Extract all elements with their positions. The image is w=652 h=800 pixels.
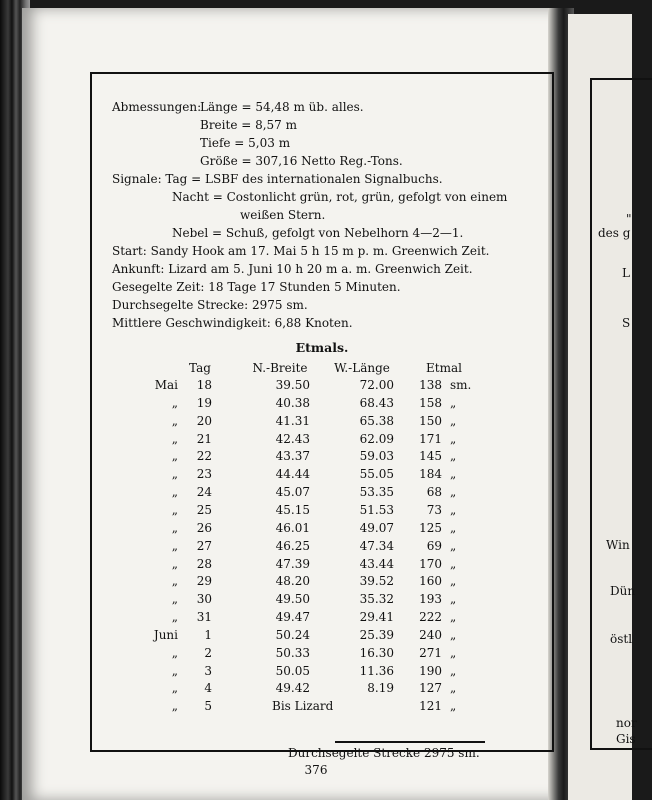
cell-tag: 23 (196, 467, 212, 481)
spec-geschwindigkeit: Mittlere Geschwindigkeit: 6,88 Knoten. (112, 316, 353, 330)
cell-unit: „ (450, 699, 457, 713)
cell-breite: 46.01 (275, 521, 310, 535)
header-tag: Tag (189, 361, 211, 375)
cell-laenge: 62.09 (359, 432, 394, 446)
cell-month: „ (171, 664, 178, 678)
cell-tag: 29 (196, 574, 212, 588)
cell-tag: 4 (204, 681, 212, 695)
cell-tag: 2 (204, 646, 212, 660)
right-fragment: nor (616, 716, 637, 730)
spec-breite: Breite = 8,57 m (200, 118, 298, 132)
cell-month: „ (171, 485, 178, 499)
cell-laenge: 35.32 (359, 592, 394, 606)
cell-month: „ (171, 539, 178, 553)
cell-month: „ (171, 557, 178, 571)
cell-laenge: 72.00 (359, 378, 394, 392)
cell-laenge: 43.44 (359, 557, 394, 571)
spec-laenge: Länge = 54,48 m üb. alles. (200, 100, 364, 114)
cell-tag: 20 (196, 414, 212, 428)
cell-tag: 31 (196, 610, 212, 624)
cell-month: „ (171, 521, 178, 535)
spec-nacht-cont: weißen Stern. (240, 208, 326, 222)
header-breite: N.-Breite (252, 361, 308, 375)
spec-ankunft: Ankunft: Lizard am 5. Juni 10 h 20 m a. m. Greenwich Zeit. (112, 262, 473, 276)
cell-month: „ (171, 592, 178, 606)
cell-etmal: 68 (426, 485, 442, 499)
cell-unit: „ (450, 414, 457, 428)
spec-abmessungen-label: Abmessungen: (112, 100, 202, 114)
right-fragment: " (626, 212, 632, 226)
total-strecke: Durchsegelte Strecke 2975 sm. (288, 746, 480, 760)
cell-etmal: 127 (419, 681, 442, 695)
cell-etmal: 121 (419, 699, 442, 713)
cell-etmal: 170 (419, 557, 442, 571)
cell-laenge: 16.30 (359, 646, 394, 660)
cell-unit: „ (450, 485, 457, 499)
cell-unit: „ (450, 467, 457, 481)
right-fragment: S (622, 316, 631, 330)
cell-unit: „ (450, 557, 457, 571)
right-fragment: Gis (616, 732, 636, 746)
cell-laenge: 55.05 (359, 467, 394, 481)
cell-month: „ (171, 699, 178, 713)
etmals-title: Etmals. (295, 340, 349, 355)
spec-zeit: Gesegelte Zeit: 18 Tage 17 Stunden 5 Minuten. (112, 280, 401, 294)
cell-tag: 22 (196, 449, 212, 463)
cell-month: „ (171, 414, 178, 428)
bis-lizard-label: Bis Lizard (272, 699, 334, 713)
spec-signale-tag: Signale: Tag = LSBF des internationalen Signalbuchs. (112, 172, 443, 186)
cell-tag: 5 (204, 699, 212, 713)
cell-breite: 50.24 (275, 628, 310, 642)
cell-breite: 39.50 (275, 378, 310, 392)
cell-laenge: 39.52 (359, 574, 394, 588)
spec-strecke: Durchsegelte Strecke: 2975 sm. (112, 298, 308, 312)
cell-month: Juni (153, 628, 178, 642)
cell-month: „ (171, 574, 178, 588)
cell-etmal: 69 (426, 539, 442, 553)
header-laenge: W.-Länge (334, 361, 390, 375)
cell-breite: 49.47 (275, 610, 310, 624)
right-fragment: Dün (610, 584, 636, 598)
page-number: 376 (304, 763, 328, 777)
cell-laenge: 25.39 (359, 628, 394, 642)
cell-etmal: 125 (419, 521, 442, 535)
right-fragment: des g (598, 226, 631, 240)
cell-breite: 43.37 (275, 449, 310, 463)
cell-etmal: 160 (419, 574, 442, 588)
cell-breite: 44.44 (275, 467, 310, 481)
cell-month: „ (171, 432, 178, 446)
spec-nacht: Nacht = Costonlicht grün, rot, grün, gefolgt von einem (172, 190, 508, 204)
spec-groesse: Größe = 307,16 Netto Reg.-Tons. (200, 154, 403, 168)
cell-breite: 49.42 (275, 681, 310, 695)
cell-etmal: 222 (419, 610, 442, 624)
cell-unit: „ (450, 574, 457, 588)
cell-tag: 18 (196, 378, 212, 392)
spec-tiefe: Tiefe = 5,03 m (200, 136, 291, 150)
cell-month: „ (171, 681, 178, 695)
right-fragment: östl (610, 632, 633, 646)
cell-etmal: 73 (426, 503, 442, 517)
cell-tag: 3 (204, 664, 212, 678)
spec-nebel: Nebel = Schuß, gefolgt von Nebelhorn 4—2—1. (172, 226, 464, 240)
cell-tag: 21 (196, 432, 212, 446)
cell-etmal: 190 (419, 664, 442, 678)
cell-laenge: 51.53 (359, 503, 394, 517)
right-fragment: L (622, 266, 630, 280)
cell-tag: 26 (196, 521, 212, 535)
cell-month: „ (171, 467, 178, 481)
cell-month: „ (171, 646, 178, 660)
cell-tag: 28 (196, 557, 212, 571)
right-page-frame (590, 78, 652, 750)
total-rule (335, 741, 485, 743)
cell-laenge: 65.38 (359, 414, 394, 428)
cell-tag: 27 (196, 539, 212, 553)
cell-breite: 46.25 (275, 539, 310, 553)
cell-breite: 42.43 (275, 432, 310, 446)
cell-laenge: 59.03 (359, 449, 394, 463)
cell-month: „ (171, 449, 178, 463)
cell-unit: „ (450, 449, 457, 463)
cell-month: „ (171, 503, 178, 517)
cell-laenge: 49.07 (359, 521, 394, 535)
cell-breite: 41.31 (275, 414, 310, 428)
cell-unit: „ (450, 681, 457, 695)
cell-etmal: 271 (419, 646, 442, 660)
cell-unit: „ (450, 592, 457, 606)
cell-tag: 25 (196, 503, 212, 517)
cell-breite: 45.15 (275, 503, 310, 517)
header-etmal: Etmal (426, 361, 462, 375)
cell-laenge: 53.35 (359, 485, 394, 499)
cell-unit: sm. (450, 378, 472, 392)
cell-breite: 48.20 (275, 574, 310, 588)
cell-laenge: 29.41 (359, 610, 394, 624)
cell-unit: „ (450, 521, 457, 535)
cell-breite: 50.33 (275, 646, 310, 660)
cell-tag: 30 (196, 592, 212, 606)
cell-etmal: 150 (419, 414, 442, 428)
cell-etmal: 138 (419, 378, 442, 392)
cell-unit: „ (450, 628, 457, 642)
cell-unit: „ (450, 664, 457, 678)
cell-unit: „ (450, 503, 457, 517)
right-fragment: Win (606, 538, 630, 552)
cell-breite: 50.05 (275, 664, 310, 678)
cell-tag: 1 (204, 628, 212, 642)
spec-start: Start: Sandy Hook am 17. Mai 5 h 15 m p. m. Greenwich Zeit. (112, 244, 490, 258)
cell-unit: „ (450, 610, 457, 624)
cell-month: „ (171, 610, 178, 624)
cell-laenge: 11.36 (359, 664, 394, 678)
cell-laenge: 68.43 (359, 396, 394, 410)
cell-etmal: 240 (419, 628, 442, 642)
cell-breite: 47.39 (275, 557, 310, 571)
cell-month: Mai (154, 378, 178, 392)
cell-laenge: 47.34 (359, 539, 394, 553)
cell-tag: 19 (196, 396, 212, 410)
cell-unit: „ (450, 539, 457, 553)
cell-month: „ (171, 396, 178, 410)
cell-breite: 40.38 (275, 396, 310, 410)
cell-unit: „ (450, 432, 457, 446)
cell-etmal: 184 (419, 467, 442, 481)
cell-unit: „ (450, 396, 457, 410)
cell-laenge: 8.19 (367, 681, 394, 695)
cell-etmal: 158 (419, 396, 442, 410)
cell-etmal: 145 (419, 449, 442, 463)
cell-unit: „ (450, 646, 457, 660)
cell-etmal: 193 (419, 592, 442, 606)
cell-etmal: 171 (419, 432, 442, 446)
cell-breite: 49.50 (275, 592, 310, 606)
cell-breite: 45.07 (275, 485, 310, 499)
cell-tag: 24 (196, 485, 212, 499)
